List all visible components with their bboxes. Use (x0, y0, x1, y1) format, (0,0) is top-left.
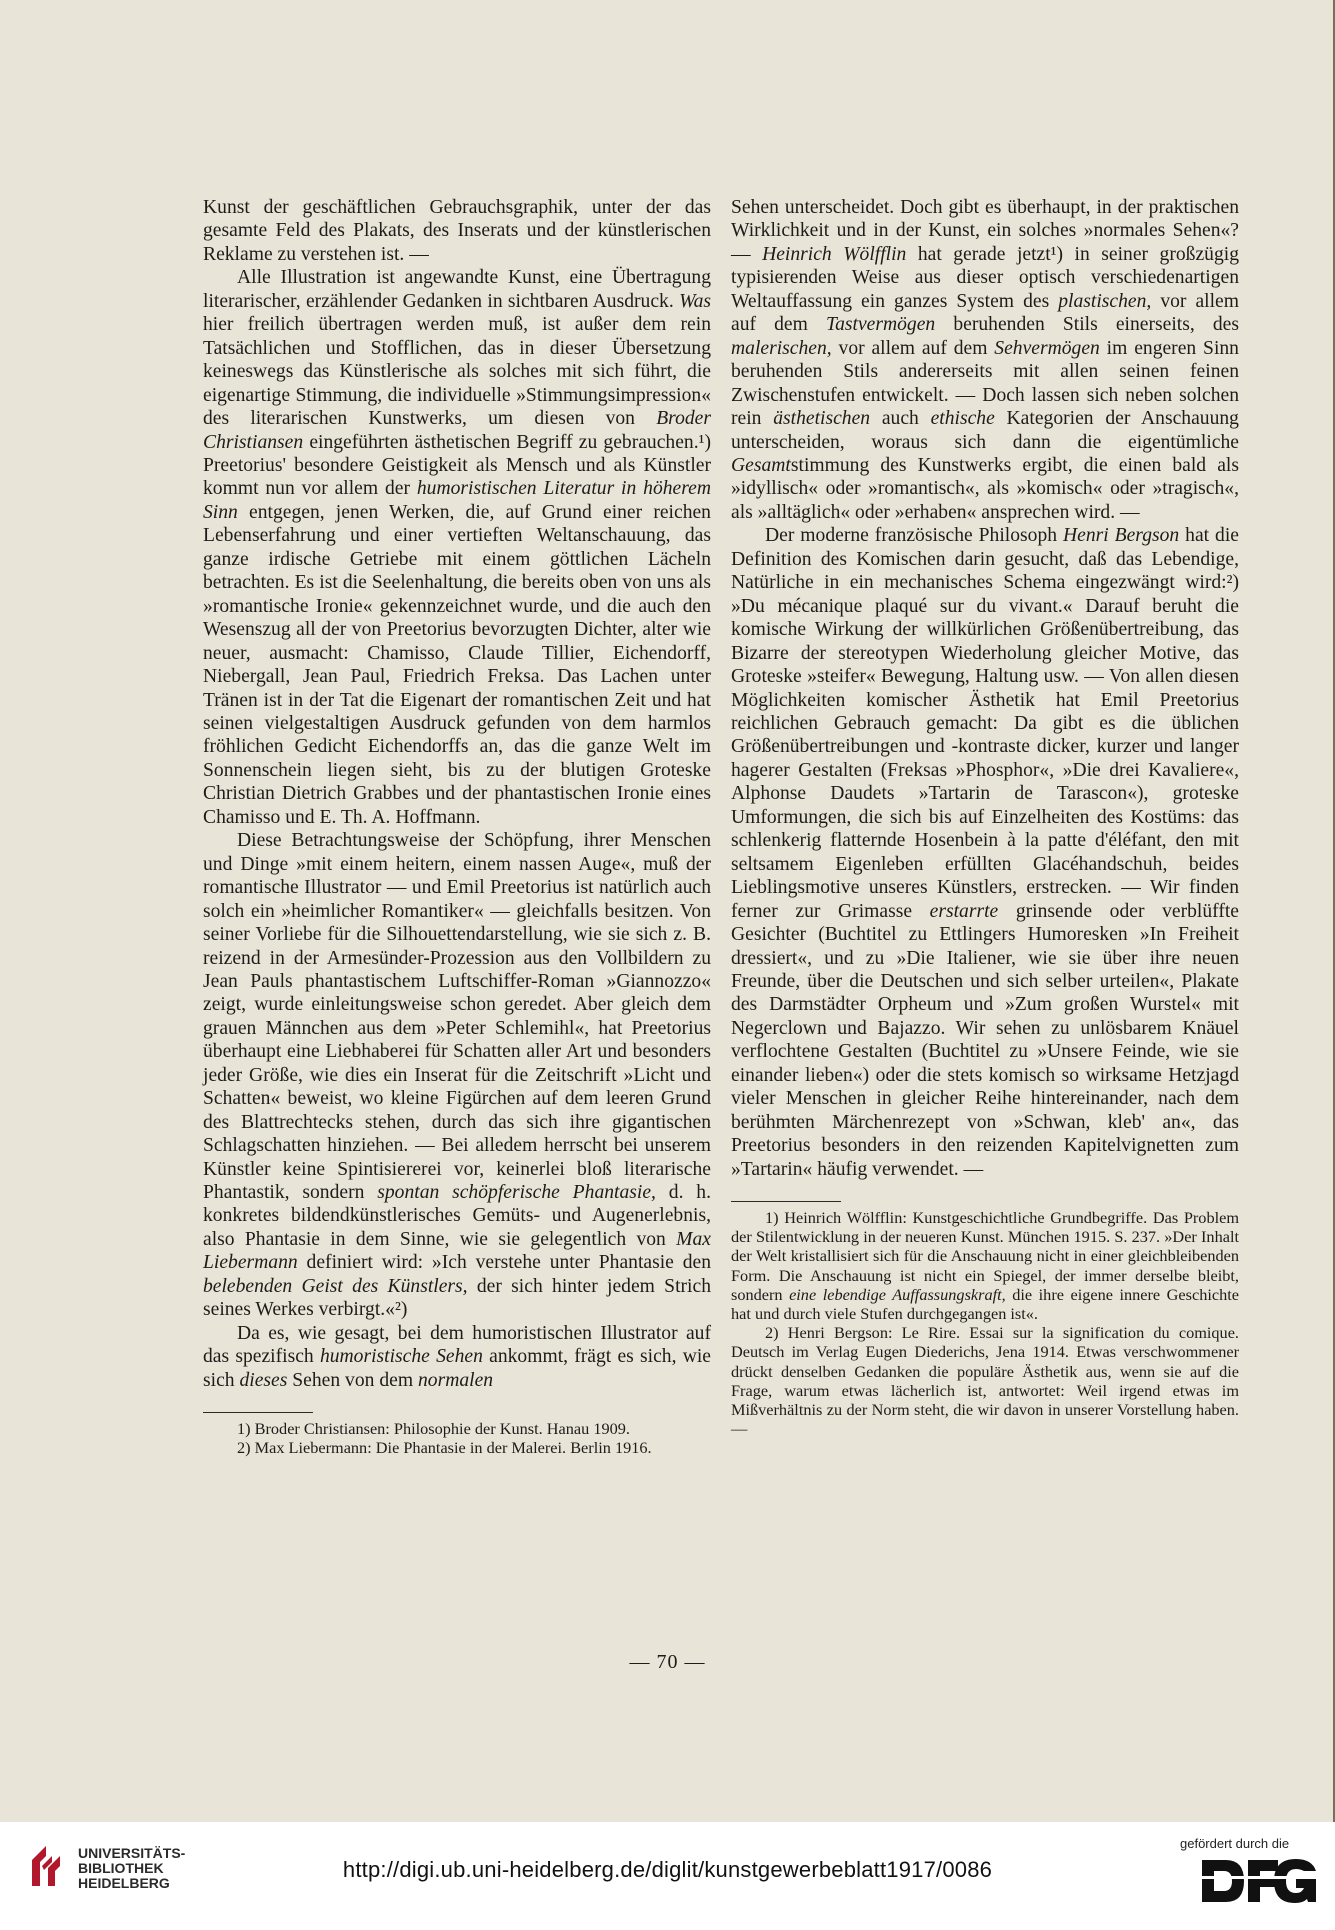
paragraph: Kunst der geschäftlichen Gebrauchsgraphik, unter der das gesamte Feld des Plakats, des Inserats und der künstlerischen Reklame zu verstehen ist. — (203, 197, 711, 265)
footnote: 1) Heinrich Wölfflin: Kunstgeschichtliche Grundbegriffe. Das Problem der Stilentwicklung in der neueren Kunst. München 1915. S. 237. »Der Inhalt der Welt kristallisiert sich für die Anschauung nicht in einer gleichbleibenden Form. Die Anschauung ist nicht ein Spiegel, der immer derselbe bleibt, sondern eine lebendige Auffassungskraft, die ihre eigene innere Geschichte hat und durch viele Stufen durchgegangen ist«. (731, 1208, 1239, 1324)
footnote: 2) Max Liebermann: Die Phantasie in der Malerei. Berlin 1916. (237, 1438, 652, 1458)
library-name: UNIVERSITÄTS- BIBLIOTHEK HEIDELBERG (78, 1845, 186, 1891)
footnote-divider (731, 1201, 841, 1202)
paragraph: Alle Illustration ist angewandte Kunst, eine Übertragung literarischer, erzählender Gedanken in sichtbaren Ausdruck. Was hier freilich übertragen werden muß, ist außer dem rein Tatsächlichen und Stofflichen, das in dieser Übersetzung keineswegs das Künstlerische als solches mit sich führt, die eigenartige Stimmung, die individuelle »Stimmungsimpression« des literarischen Kunstwerks, um diesen von Broder Christiansen eingeführten ästhetischen Begriff zu gebrauchen.¹) Preetorius' besondere Geistigkeit als Mensch und als Künstler kommt nun vor allem der humoristischen Literatur in höherem Sinn entgegen, jenen Werken, die, auf Grund einer reichen Lebenserfahrung und einer vertieften Weltanschauung, das ganze irdische Getriebe mit einem göttlichen Lächeln betrachten. Es ist die Seelenhaltung, die bereits oben von uns als »romantische Ironie« gekennzeichnet wurde, und die auch den Wesenszug all der von Preetorius bevorzugten Dichter, alter wie neuer, ausmacht: Chamisso, Claude Tillier, Eichendorff, Niebergall, Jean Paul, Friedrich Freksa. Das Lachen unter Tränen ist in der Tat die Eigenart der romantischen Zeit und hat seinen vielgestaltigen Ausdruck gefunden von dem harmlos fröhlichen Gedicht Eichendorffs an, das die ganze Welt im Sonnenschein liegen sieht, bis zu der blutigen Groteske Christian Dietrich Grabbes und der phantastischen Ironie eines Chamisso und E. Th. A. Hoffmann. (203, 267, 712, 828)
footnotes-left (203, 1419, 711, 1457)
right-column (731, 196, 1239, 1438)
footnote-divider (203, 1412, 313, 1413)
paragraph: Da es, wie gesagt, bei dem humoristischen Illustrator auf das spezifisch humoristische Sehen ankommt, frägt es sich, wie sich dieses Sehen von dem normalen (203, 1322, 711, 1391)
paragraph: Sehen unterscheidet. Doch gibt es überhaupt, in der praktischen Wirklichkeit und in der Kunst, ein solches »normales Sehen«? — Heinrich Wölfflin hat gerade jetzt¹) in seiner großzügig typisierenden Weise aus dieser optisch verschiedenartigen Weltauffassung ein ganzes System des plastischen, vor allem auf dem Tastvermögen beruhenden Stils einerseits, des malerischen, vor allem auf dem Sehvermögen im engeren Sinn beruhenden Stils andererseits mit allen seinen feinen Zwischenstufen entwickelt. — Doch lassen sich neben solchen rein ästhetischen auch ethische Kategorien der Anschauung unterscheiden, woraus sich dann die eigentümliche Gesamtstimmung des Kunstwerks ergibt, die einen bald als »idyllisch« oder »romantisch«, als »komisch« oder »tragisch«, als »alltäglich« oder »erhaben« ansprechen wird. — (731, 197, 1239, 523)
funder-label: gefördert durch die (1180, 1836, 1290, 1851)
dfg-logo-icon (1200, 1854, 1318, 1908)
footnote: 1) Broder Christiansen: Philosophie der Kunst. Hanau 1909. (237, 1419, 630, 1439)
footnote: 2) Henri Bergson: Le Rire. Essai sur la signification du comique. Deutsch im Verlag Eugen Diederichs, Jena 1914. Etwas verschwommener drückt denselben Gedanken die populäre Ästhetik aus, wenn sie auf die Frage, warum etwas lächerlich ist, antwortet: Weil irgend etwas im Mißverhältnis zu der Norm steht, die wir davon in unserer Vorstellung haben. — (731, 1323, 1239, 1439)
source-url-link[interactable]: http://digi.ub.uni-heidelberg.de/diglit/kunstgewerbeblatt1917/0086 (342, 1857, 993, 1882)
paragraph: Diese Betrachtungsweise der Schöpfung, ihrer Menschen und Dinge »mit einem heitern, einem nassen Auge«, muß der romantische Illustrator — und Emil Preetorius ist natürlich auch solch ein »heimlicher Romantiker« — gleichfalls besitzen. Von seiner Vorliebe für die Silhouettendarstellung, wie sie sich z. B. reizend in der Armesünder-Prozession aus den Vollbildern zu Jean Pauls phantastischem Luftschiffer-Roman »Giannozzo« zeigt, wurde einleitungsweise schon geredet. Aber gleich dem grauen Männchen aus dem »Peter Schlemihl«, hat Preetorius überhaupt eine Liebhaberei für Schatten aller Art und besonders jeder Größe, wie dies ein Inserat für die Zeitschrift »Licht und Schatten« beweist, wo kleine Figürchen auf dem leeren Grund des Blattrechtecks stehen, durch das sich ihre gigantischen Schlagschatten hinziehen. — Bei alledem herrscht bei unserem Künstler keine Spintisiererei vor, keinerlei bloß literarische Phantastik, sondern spontan schöpferische Phantasie, d. h. konkretes bildendkünstlerisches Gemüts- und Augenerlebnis, also Phantasie in dem Sinne, wie sie gelegentlich von Max Liebermann definiert wird: »Ich verstehe unter Phantasie den belebenden Geist des Künstlers, der sich hinter jedem Strich seines Werkes verbirgt.«²) (203, 830, 711, 1321)
paragraph: Der moderne französische Philosoph Henri Bergson hat die Definition des Komischen darin gesucht, daß das Lebendige, Natürliche in ein mechanisches Schema eingezwängt wird:²) »Du mécanique plaqué sur du vivant.« Darauf beruht die komische Wirkung der willkürlichen Größenübertreibung, das Bizarre der stereotypen Wiederholung gleicher Motive, das Groteske »steifer« Bewegung, Haltung usw. — Von allen diesen Möglichkeiten komischer Ästhetik hat Emil Preetorius reichlichen Gebrauch gemacht: Da gibt es die üblichen Größenübertreibungen und -kontraste dicker, kurzer und langer hagerer Gestalten (Freksas »Phosphor«, »Die drei Kavaliere«, Alphonse Daudets »Tartarin de Tarascon«), groteske Umformungen, die sich bis auf Einzelheiten des Kostüms: das schlenkerig flatternde Hosenbein à la patte d'éléfant, den mit seltsamem Eigenleben erfüllten Glacéhandschuh, beides Lieblingsmotive unseres Künstlers, erstrecken. — Wir finden ferner zur Grimasse erstarrte grinsende oder verblüffte Gesichter (Buchtitel zu Ettlingers Humoresken »In Freiheit dressiert«, und zu »Die Italiener, wie sie über ihre neuen Freunde, über die Deutschen und sich selber urteilen«, Plakate des Darmstädter Orpheum und »Zum großen Wurstel« mit Negerclown und Bajazzo. Wir sehen zu unlösbarem Knäuel verflochtene Gestalten (Buchtitel zu »Unsere Feinde, wie sie einander lieben«) oder die stets komisch so wirksame Hetzjagd vieler Menschen in gleicher Reihe hintereinander, nach dem berühmten Märchenrezept von »Schwan, kleb' an«, das Preetorius besonders in den reizenden Kapitelvignetten zum »Tartarin« häufig verwendet. — (731, 525, 1239, 1180)
left-column (203, 196, 711, 1458)
page-number: — 70 — (629, 1651, 706, 1673)
footnotes-right (731, 1208, 1239, 1438)
